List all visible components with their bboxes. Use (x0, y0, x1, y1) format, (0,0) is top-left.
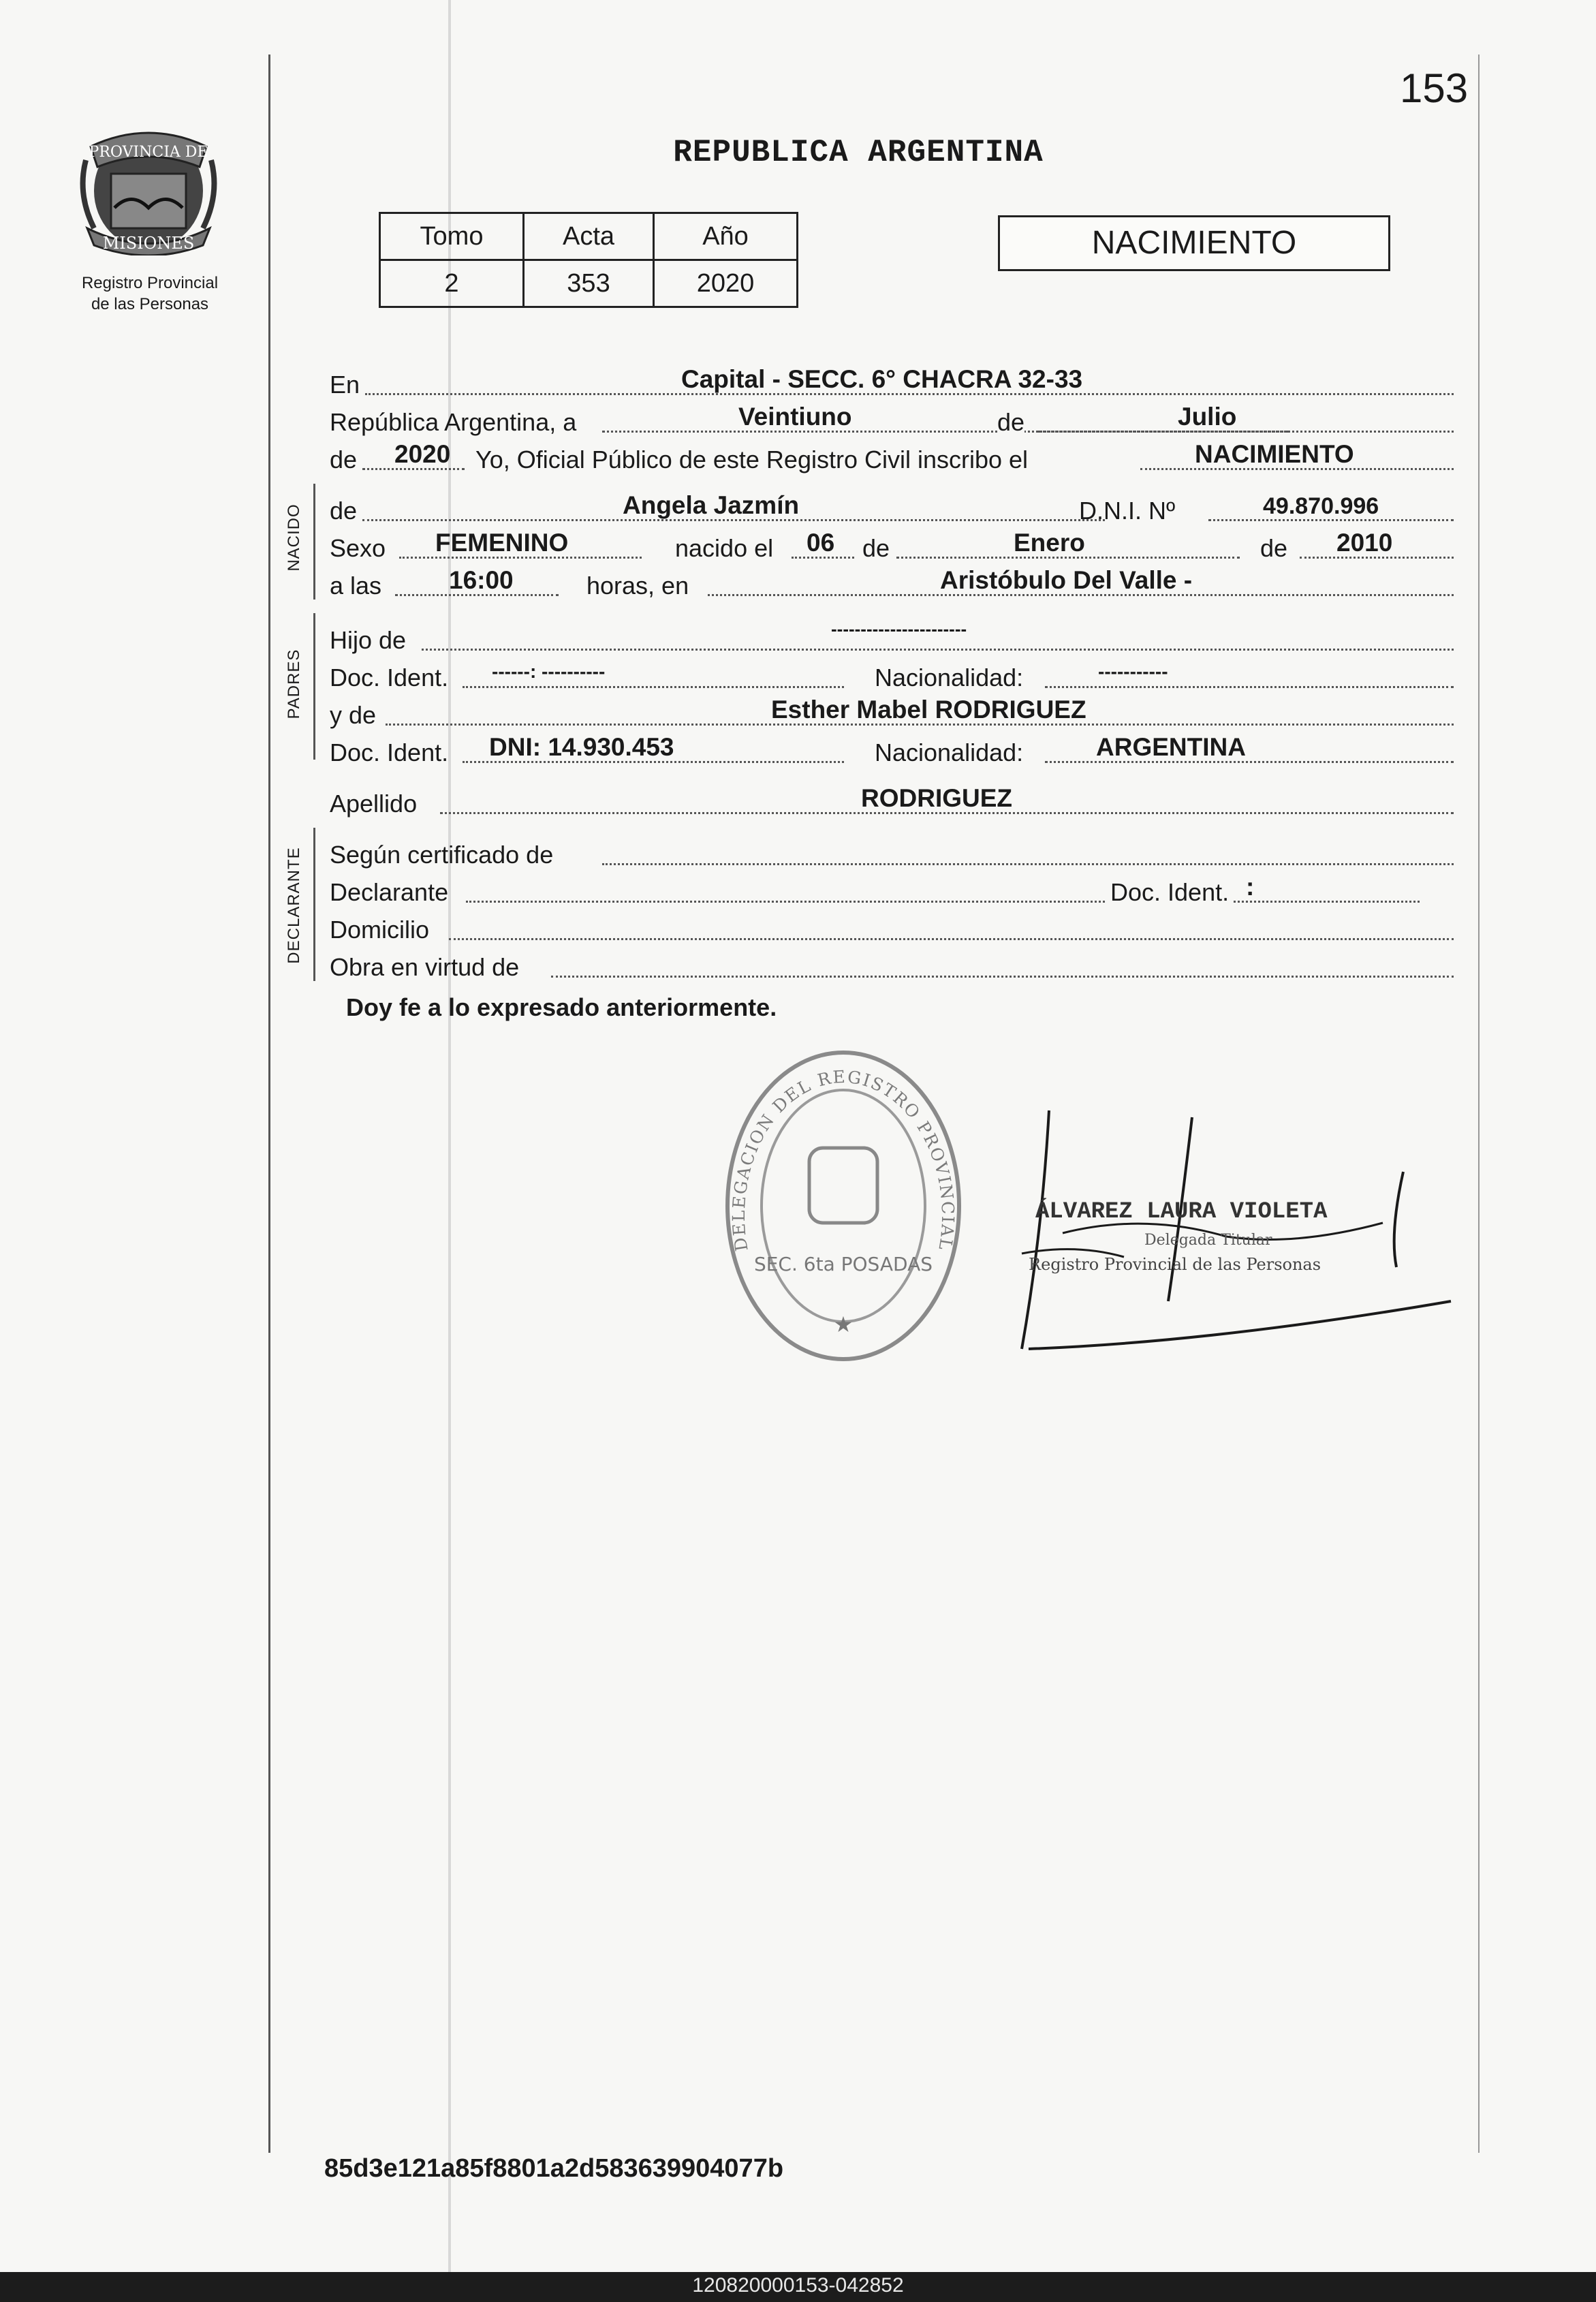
row-domicilio (330, 906, 1454, 944)
row-mother (330, 691, 1454, 730)
document-title: REPUBLICA ARGENTINA (673, 135, 1044, 170)
signatory-role: Delegada Titular (1144, 1232, 1272, 1249)
sexo-label: Sexo (330, 534, 386, 562)
row-certificado (330, 831, 1454, 869)
birth-year-value: 2010 (1336, 529, 1393, 557)
row-time-place (330, 562, 1454, 600)
official-seal-icon (721, 1046, 966, 1366)
birth-month-value: Enero (1014, 529, 1085, 557)
father-nat-label: Nacionalidad: (875, 664, 1024, 691)
center-fold-line (448, 0, 451, 2272)
record-type-box: NACIMIENTO (998, 215, 1390, 271)
mother-nat-label: Nacionalidad: (875, 738, 1024, 766)
apellido-value: RODRIGUEZ (861, 784, 1012, 812)
coat-of-arms-icon (74, 119, 223, 255)
acta-label: Acta (524, 213, 654, 260)
closing-statement: Doy fe a lo expresado anteriormente. (346, 993, 777, 1021)
acta-value: 353 (524, 260, 654, 307)
signatory-org: Registro Provincial de las Personas (1029, 1255, 1321, 1274)
de2-label: de (330, 446, 358, 473)
nacido-section-label: NACIDO (285, 503, 303, 572)
ano-value: 2020 (654, 260, 798, 307)
svg-text:★: ★ (833, 1312, 854, 1337)
father-value: ----------------------- (831, 619, 967, 639)
obra-label: Obra en virtud de (330, 953, 520, 981)
alas-label: a las (330, 572, 382, 600)
page-number: 153 (1400, 65, 1469, 111)
tomo-value: 2 (380, 260, 524, 307)
mother-nat-value: ARGENTINA (1096, 733, 1246, 761)
left-margin-rule (268, 55, 270, 2153)
declarante-section-label: DECLARANTE (285, 847, 303, 964)
birth-de2-label: de (1260, 534, 1288, 562)
padres-section-rule (313, 613, 315, 760)
document-hash: 85d3e121a85f8801a2d583639904077b (324, 2154, 784, 2183)
horas-label: horas, en (586, 572, 689, 600)
right-margin-rule (1478, 55, 1480, 2153)
declarante-doc-label: Doc. Ident. (1106, 878, 1233, 907)
row-father (330, 617, 1454, 655)
row-place (330, 361, 1454, 399)
row-name (330, 487, 1454, 525)
father-doc-label: Doc. Ident. (330, 664, 449, 691)
registry-name-line1: Registro Provincial (81, 274, 219, 292)
mother-value: Esther Mabel RODRIGUEZ (771, 696, 1086, 724)
declarante-doc-value: : (1246, 873, 1255, 901)
registry-name-line2: de las Personas (91, 295, 209, 313)
declarante-section-rule (313, 828, 315, 981)
row-declarante (330, 869, 1454, 907)
place-value: Capital - SECC. 6° CHACRA 32-33 (681, 365, 1083, 393)
seal-center-text: SEC. 6ta POSADAS (753, 1253, 933, 1275)
child-name-value: Angela Jazmín (623, 491, 800, 519)
mother-doc-label: Doc. Ident. (330, 738, 449, 766)
birth-day-value: 06 (807, 529, 835, 557)
row-mother-doc (330, 729, 1454, 767)
registry-name (41, 273, 259, 315)
signature-block (1008, 1097, 1471, 1356)
row-father-doc (330, 654, 1454, 692)
sexo-value: FEMENINO (435, 529, 569, 557)
nacido-de-label: de (330, 497, 358, 525)
year-value: 2020 (394, 440, 451, 468)
oficial-text: Yo, Oficial Público de este Registro Civil inscribo el (475, 446, 1029, 473)
row-apellido (330, 780, 1454, 818)
en-label: En (330, 371, 360, 399)
apellido-label: Apellido (330, 790, 418, 818)
yde-label: y de (330, 701, 377, 729)
signatory-name: ÁLVAREZ LAURA VIOLETA (1035, 1199, 1328, 1225)
dni-value: 49.870.996 (1263, 493, 1379, 519)
inscribo-value: NACIMIENTO (1195, 440, 1354, 468)
row-birth (330, 525, 1454, 563)
republica-label: República Argentina, a (330, 408, 577, 436)
father-doc-value: ------: ---------- (492, 661, 606, 682)
emblem-text-bottom: MISIONES (102, 234, 195, 253)
mother-doc-value: DNI: 14.930.453 (489, 733, 674, 761)
row-date (330, 399, 1454, 437)
birth-place-value: Aristóbulo Del Valle - (940, 566, 1193, 594)
declarante-label: Declarante (330, 878, 449, 906)
time-value: 16:00 (449, 566, 514, 594)
seal-ring-text: DELEGACION DEL REGISTRO PROVINCIAL (728, 1066, 958, 1253)
footer-code: 120820000153-042852 (692, 2274, 904, 2297)
de-label: de (997, 408, 1025, 436)
nacido-section-rule (313, 484, 315, 600)
hijo-label: Hijo de (330, 626, 407, 654)
emblem-text-top: PROVINCIA DE (89, 144, 208, 161)
nacido-el-label: nacido el (675, 534, 774, 562)
handwritten-signature-icon (1008, 1097, 1471, 1356)
row-obra (330, 944, 1454, 982)
domicilio-label: Domicilio (330, 916, 430, 944)
dni-label: D.N.I. Nº (1079, 497, 1176, 525)
padres-section-label: PADRES (285, 649, 303, 719)
day-words-value: Veintiuno (738, 403, 852, 431)
birth-de-label: de (862, 534, 890, 562)
reference-table (379, 212, 798, 308)
father-nat-value: ----------- (1098, 661, 1168, 682)
certificado-label: Según certificado de (330, 841, 554, 869)
tomo-label: Tomo (380, 213, 524, 260)
ano-label: Año (654, 213, 798, 260)
month-value: Julio (1178, 403, 1237, 431)
row-year (330, 436, 1454, 474)
